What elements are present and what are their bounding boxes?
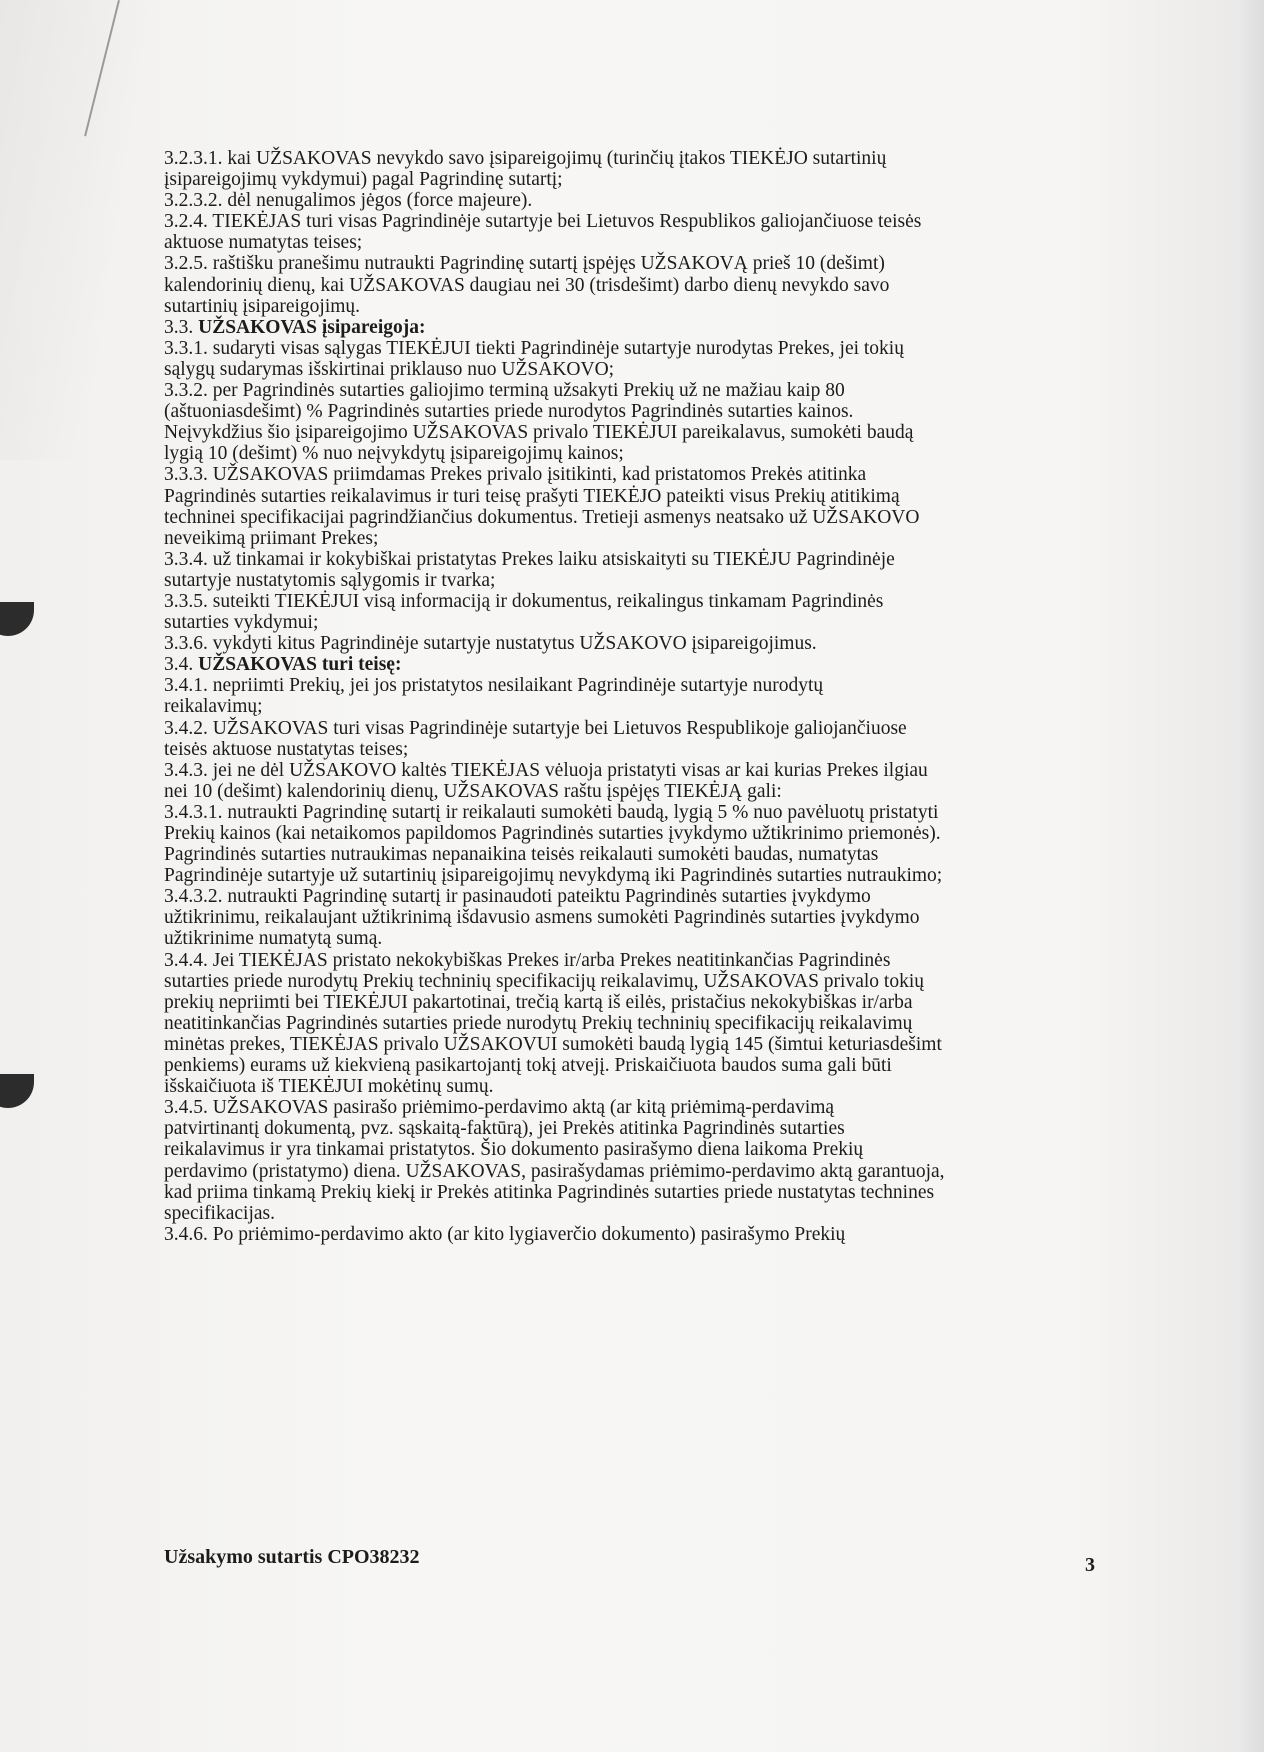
text-line: 3.4.2. UŽSAKOVAS turi visas Pagrindinėje sutartyje bei Lietuvos Respublikoje galiojančiuose [164,717,907,739]
text-line: 3.3.5. suteikti TIEKĖJUI visą informaciją ir dokumentus, reikalingus tinkamam Pagrindinės [164,590,884,612]
footer-title: Užsakymo sutartis CPO38232 [164,1546,420,1568]
page-number: 3 [1085,1554,1095,1576]
text-line: neveikimą priimant Prekes; [164,527,379,549]
text-line: sąlygų sudarymas išskirtinai priklauso nuo UŽSAKOVO; [164,358,615,380]
text-line: kad priima tinkamą Prekių kiekį ir Prekės atitinka Pagrindinės sutarties priede nustatytas technines [164,1181,935,1203]
text-line: 3.4.3.2. nutraukti Pagrindinę sutartį ir pasinaudoti pateiktu Pagrindinės sutarties įvykdymo [164,886,871,908]
text-line: 3.3.6. vykdyti kitus Pagrindinėje sutartyje nustatytus UŽSAKOVO įsipareigojimus. [164,633,817,655]
text-line: (aštuoniasdešimt) % Pagrindinės sutarties priede nurodytos Pagrindinės sutarties kainos. [164,401,854,423]
text-line: 3.2.4. TIEKĖJAS turi visas Pagrindinėje sutartyje bei Lietuvos Respublikos galiojančiuose teisės [164,211,922,233]
text-line: perdavimo (pristatymo) diena. UŽSAKOVAS, pasirašydamas priėmimo-perdavimo aktą garantuoja, [164,1160,945,1182]
text-line: aktuose numatytas teises; [164,232,363,254]
text-line: minėtas prekes, TIEKĖJAS privalo UŽSAKOVUI sumokėti baudą lygią 145 (šimtui keturiasdešimt [164,1033,942,1055]
text-line: patvirtinantį dokumentą, pvz. sąskaitą-faktūrą), jei Prekės atitinka Pagrindinės sutarties [164,1118,845,1140]
text-line: lygią 10 (dešimt) % nuo neįvykdytų įsipareigojimų kainos; [164,443,624,465]
text-line: 3.3. UŽSAKOVAS įsipareigoja: [164,316,426,338]
section-heading: UŽSAKOVAS įsipareigoja: [198,316,426,338]
text-line: Pagrindinės sutarties reikalavimus ir turi teisę prašyti TIEKĖJO pateikti visus Prekių atitikimą [164,485,900,507]
text-line: 3.2.5. raštišku pranešimu nutraukti Pagrindinę sutartį įspėjęs UŽSAKOVĄ prieš 10 (dešimt) [164,253,885,275]
text-line: 3.4.1. nepriimti Prekių, jei jos pristatytos nesilaikant Pagrindinėje sutartyje nurodytų [164,675,824,697]
text-line: 3.3.2. per Pagrindinės sutarties galiojimo terminą užsakyti Prekių už ne mažiau kaip 80 [164,380,845,402]
text-line: specifikacijas. [164,1202,275,1224]
text-line: 3.4.3.1. nutraukti Pagrindinę sutartį ir reikalauti sumokėti baudą, lygią 5 % nuo pavėluotų pristatyti [164,801,939,823]
text-line: užtikrinimu, reikalaujant užtikrinimą išdavusio asmens sumokėti Pagrindinės sutarties įvykdymo [164,907,920,929]
text-line: sutartinių įsipareigojimų. [164,295,361,317]
text-line: išskaičiuota iš TIEKĖJUI mokėtinų sumų. [164,1076,494,1098]
punch-hole-lower [0,1074,34,1108]
page-right-edge [1238,0,1264,1752]
punch-hole-upper [0,602,34,636]
text-line: sutarties priede nurodytų Prekių techninių specifikacijų reikalavimų, UŽSAKOVAS privalo tokių [164,970,924,992]
text-line: užtikrinime numatytą sumą. [164,928,383,950]
document-body [164,148,1108,1245]
text-line: penkiems) eurams už kiekvieną pasikartojantį tokį atvejį. Priskaičiuota baudos suma gali būti [164,1055,892,1077]
text-line: kalendorinių dienų, kai UŽSAKOVAS daugiau nei 30 (trisdešimt) darbo dienų nevykdo savo [164,274,890,296]
text-line: prekių nepriimti bei TIEKĖJUI pakartotinai, trečią kartą iš eilės, pristačius nekokybiškas ir/arba [164,991,913,1013]
text-line: 3.2.3.1. kai UŽSAKOVAS nevykdo savo įsipareigojimų (turinčių įtakos TIEKĖJO sutartinių [164,148,887,169]
text-line: 3.4.4. Jei TIEKĖJAS pristato nekokybiškas Prekes ir/arba Prekes neatitinkančias Pagrindinės [164,949,891,971]
text-line: reikalavimus ir yra tinkamai pristatytos. Šio dokumento pasirašymo diena laikoma Prekių [164,1139,864,1161]
text-line: reikalavimų; [164,696,263,718]
text-line: įsipareigojimų vykdymui) pagal Pagrindinę sutartį; [164,169,563,191]
corner-shadow [0,0,150,460]
text-line: Pagrindinės sutarties nutraukimas nepanaikina teisės reikalauti sumokėti baudas, numatytas [164,844,879,866]
text-line: nei 10 (dešimt) kalendorinių dienų, UŽSAKOVAS raštu įspėjęs TIEKĖJĄ gali: [164,780,782,802]
text-line: 3.4.3. jei ne dėl UŽSAKOVO kaltės TIEKĖJAS vėluoja pristatyti visas ar kai kurias Prekes ilgiau [164,759,928,781]
text-line: Prekių kainos (kai netaikomos papildomos Pagrindinės sutarties įvykdymo užtikrinimo priemonės). [164,823,941,844]
text-line: teisės aktuose nustatytas teises; [164,738,409,760]
section-heading: UŽSAKOVAS turi teisę: [198,654,402,676]
text-line: 3.3.4. už tinkamai ir kokybiškai pristatytas Prekes laiku atsiskaityti su TIEKĖJU Pagrindinėje [164,548,895,570]
text-line: Neįvykdžius šio įsipareigojimo UŽSAKOVAS privalo TIEKĖJUI pareikalavus, sumokėti baudą [164,422,914,444]
text-line: sutarties vykdymui; [164,612,319,634]
text-line: 3.3.1. sudaryti visas sąlygas TIEKĖJUI tiekti Pagrindinėje sutartyje nurodytas Prekes, jei tokių [164,337,904,359]
text-line: 3.4. UŽSAKOVAS turi teisę: [164,654,402,676]
text-line: sutartyje nustatytomis sąlygomis ir tvarka; [164,569,496,591]
text-line: 3.3.3. UŽSAKOVAS priimdamas Prekes privalo įsitikinti, kad pristatomos Prekės atitinka [164,464,867,486]
text-line: neatitinkančias Pagrindinės sutarties priede nurodytų Prekių techninių specifikacijų reikalavimų [164,1012,913,1034]
text-line: Pagrindinėje sutartyje už sutartinių įsipareigojimų nevykdymą iki Pagrindinės sutarties nutraukimo; [164,865,943,887]
text-line: 3.4.6. Po priėmimo-perdavimo akto (ar kito lygiaverčio dokumento) pasirašymo Prekių [164,1223,846,1245]
text-line: 3.4.5. UŽSAKOVAS pasirašo priėmimo-perdavimo aktą (ar kitą priėmimą-perdavimą [164,1097,835,1119]
text-line: 3.2.3.2. dėl nenugalimos jėgos (force majeure). [164,190,533,212]
text-line: techninei specifikacijai pagrindžiančius dokumentus. Tretieji asmenys neatsako už UŽSAKOVO [164,506,920,528]
